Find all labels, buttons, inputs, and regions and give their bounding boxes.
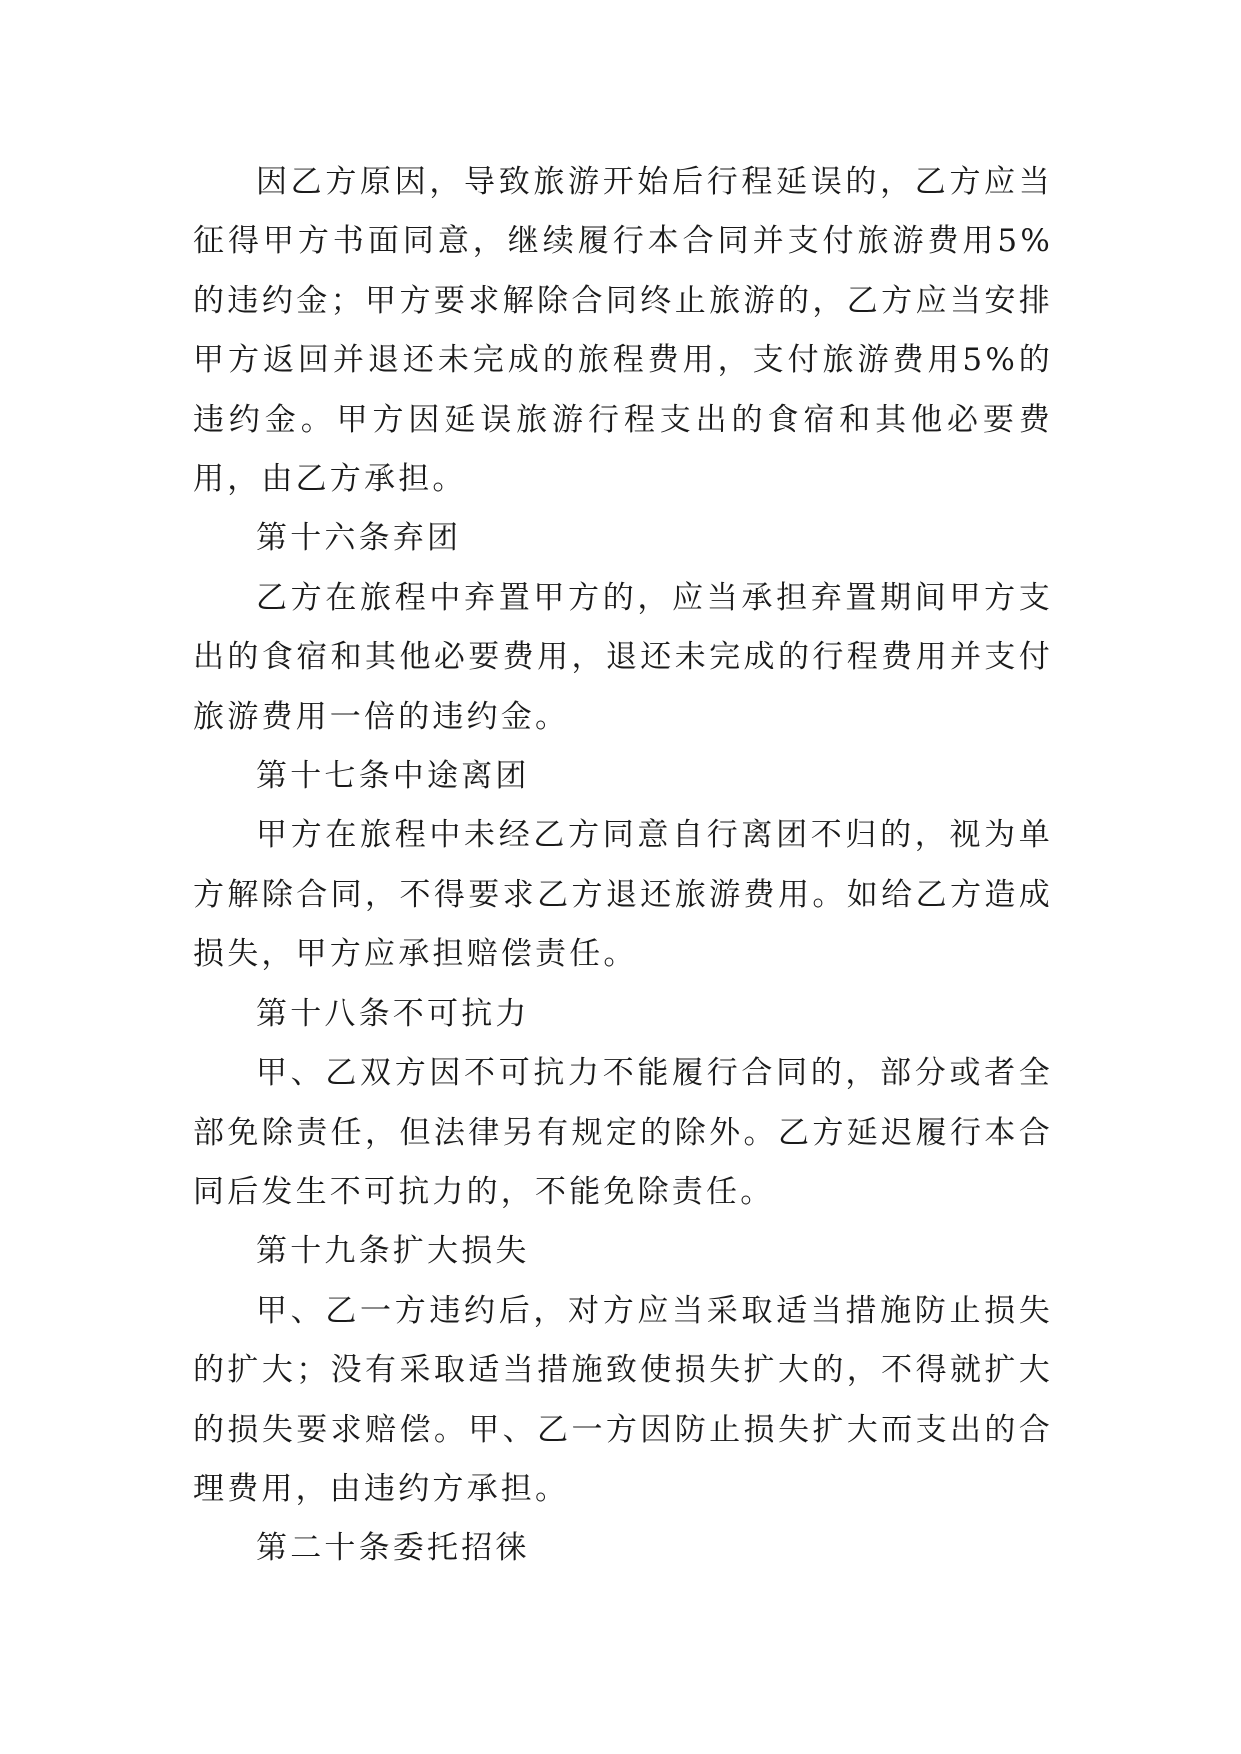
heading-article-18: 第十八条不可抗力: [256, 995, 530, 1032]
heading-article-20: 第二十条委托招徕: [256, 1530, 530, 1567]
paragraph-delay-liability: 因乙方原因，导致旅游开始后行程延误的，乙方应当征得甲方书面同意，继续履行本合同并支付旅游费用5%的违约金；甲方要求解除合同终止旅游的，乙方应当安排甲方返回并退还未完成的旅程费用，支付旅游费用5%的违约金。甲方因延误旅游行程支出的食宿和其他必要费用，由乙方承担。: [193, 164, 1053, 498]
paragraph-expanded-loss: 甲、乙一方违约后，对方应当采取适当措施防止损失的扩大；没有采取适当措施致使损失扩大的，不得就扩大的损失要求赔偿。甲、乙一方因防止损失扩大而支出的合理费用，由违约方承担。: [193, 1292, 1053, 1507]
heading-article-19: 第十九条扩大损失: [256, 1233, 530, 1270]
paragraph-leaving-group: 甲方在旅程中未经乙方同意自行离团不归的，视为单方解除合同，不得要求乙方退还旅游费用。如给乙方造成损失，甲方应承担赔偿责任。: [193, 817, 1053, 973]
heading-article-16: 第十六条弃团: [256, 520, 462, 557]
paragraph-force-majeure: 甲、乙双方因不可抗力不能履行合同的，部分或者全部免除责任，但法律另有规定的除外。乙方延迟履行本合同后发生不可抗力的，不能免除责任。: [193, 1055, 1053, 1210]
document-body: [193, 153, 1053, 1579]
heading-article-17: 第十七条中途离团: [256, 758, 530, 795]
paragraph-abandonment: 乙方在旅程中弃置甲方的，应当承担弃置期间甲方支出的食宿和其他必要费用，退还未完成的行程费用并支付旅游费用一倍的违约金。: [193, 579, 1053, 735]
